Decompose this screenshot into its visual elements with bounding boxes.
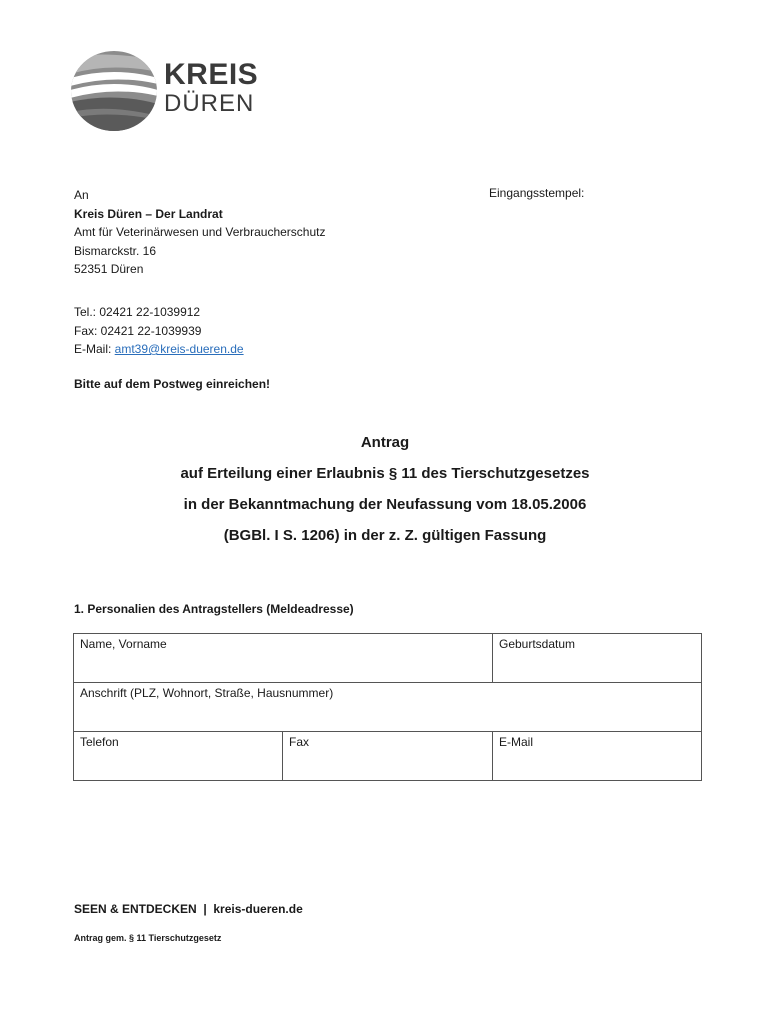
logo-wordmark (164, 60, 258, 116)
address-field[interactable] (74, 683, 702, 732)
footer-slogan: SEEN & ENTDECKEN | kreis-dueren.de (74, 902, 303, 916)
contact-email-label: E-Mail: (74, 342, 115, 356)
title-line3: in der Bekanntmachung der Neufassung vom 18.05.2006 (183, 496, 587, 513)
address-recipient: Kreis Düren – Der Landrat (74, 206, 223, 221)
address-city: 52351 Düren (74, 262, 144, 276)
address-label: Anschrift (PLZ, Wohnort, Straße, Hausnummer) (80, 686, 334, 700)
fax-field[interactable] (283, 732, 493, 781)
phone-label: Telefon (80, 735, 119, 749)
email-field[interactable] (493, 732, 702, 781)
kreis-dueren-logo-icon (70, 50, 158, 132)
address-street: Bismarckstr. 16 (74, 243, 157, 258)
recipient-address (74, 186, 325, 279)
address-to: An (74, 188, 89, 202)
address-office: Amt für Veterinärwesen und Verbraucherschutz (74, 225, 326, 239)
name-label: Name, Vorname (80, 637, 167, 651)
stamp-label: Eingangsstempel: (489, 186, 585, 200)
birthdate-field[interactable] (493, 634, 702, 683)
title-line2: auf Erteilung einer Erlaubnis § 11 des Tierschutzgesetzes (180, 465, 590, 482)
email-label: E-Mail (499, 735, 534, 749)
personal-data-table (73, 633, 702, 781)
birthdate-label: Geburtsdatum (499, 637, 576, 651)
contact-block (74, 303, 244, 359)
logo-line1: KREIS (164, 58, 259, 91)
email-link[interactable]: amt39@kreis-dueren.de (114, 342, 244, 356)
footer-doc-name: Antrag gem. § 11 Tierschutzgesetz (74, 933, 222, 943)
title-line4: (BGBl. I S. 1206) in der z. Z. gültigen Fassung (223, 527, 547, 544)
logo-line2: DÜREN (164, 90, 255, 117)
contact-email-row (74, 340, 244, 359)
title-line1: Antrag (360, 434, 410, 451)
phone-field[interactable] (74, 732, 283, 781)
fax-label: Fax (289, 735, 310, 749)
contact-tel: Tel.: 02421 22-1039912 (74, 305, 201, 319)
contact-fax: Fax: 02421 22-1039939 (74, 323, 202, 338)
postal-notice: Bitte auf dem Postweg einreichen! (74, 377, 271, 391)
section1-heading: 1. Personalien des Antragstellers (Meldeadresse) (74, 602, 354, 616)
name-field[interactable] (74, 634, 493, 683)
